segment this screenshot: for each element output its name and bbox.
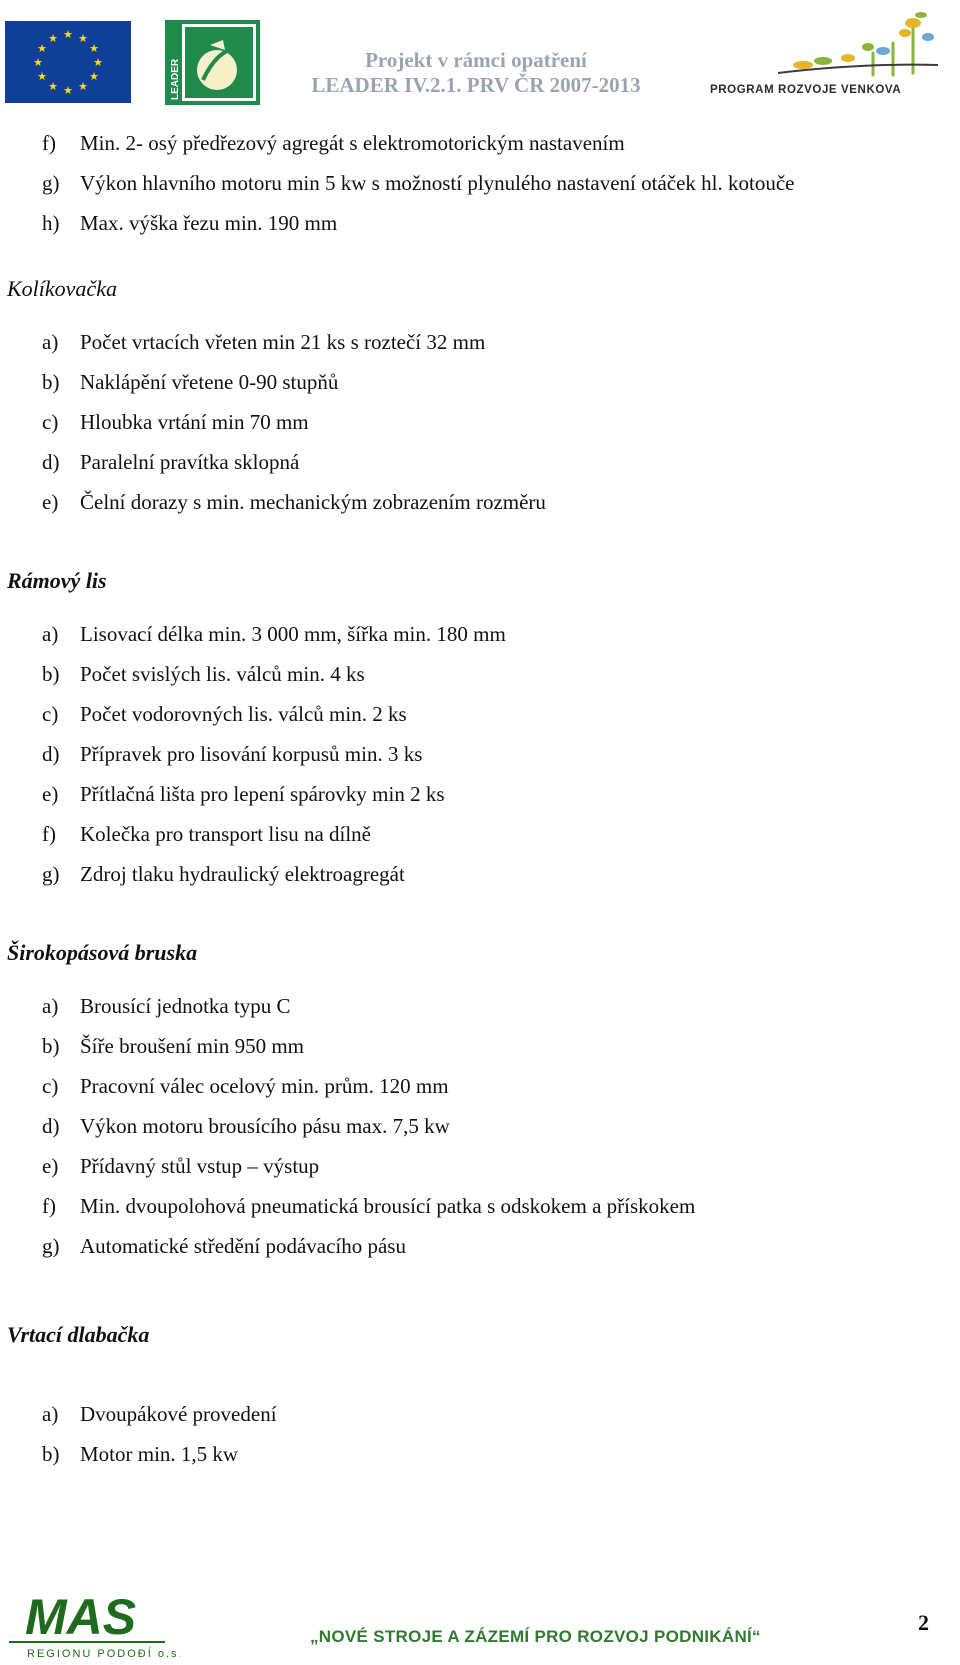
svg-text:★: ★	[78, 80, 88, 93]
list-item	[42, 1034, 304, 1058]
item-label: a)	[42, 1402, 59, 1426]
section-heading: Kolíkovačka	[7, 276, 117, 301]
item-label: f)	[42, 822, 56, 846]
item-label: b)	[42, 1034, 60, 1058]
item-text: Dvoupákové provedení	[80, 1402, 277, 1426]
item-label: f)	[42, 1194, 56, 1218]
item-text: Výkon hlavního motoru min 5 kw s možností plynulého nastavení otáček hl. kotouče	[80, 171, 795, 195]
svg-text:★: ★	[33, 56, 43, 69]
list-item	[42, 622, 506, 646]
item-label: a)	[42, 622, 59, 646]
item-text: Naklápění vřetene 0-90 stupňů	[80, 370, 339, 394]
prv-sprouts-icon	[683, 3, 957, 113]
item-text: Výkon motoru brousícího pásu max. 7,5 kw	[80, 1114, 450, 1138]
item-text: Min. 2- osý předřezový agregát s elektromotorickým nastavením	[80, 131, 625, 155]
list-item	[42, 410, 309, 434]
item-label: c)	[42, 702, 59, 726]
svg-text:★: ★	[63, 28, 73, 41]
item-text: Brousící jednotka typu C	[80, 994, 291, 1018]
svg-text:★: ★	[63, 84, 73, 97]
item-text: Pracovní válec ocelový min. prům. 120 mm	[80, 1074, 449, 1098]
project-title	[296, 48, 656, 98]
svg-text:★: ★	[78, 32, 88, 45]
item-text: Čelní dorazy s min. mechanickým zobrazením rozměru	[80, 490, 546, 514]
item-text: Paralelní pravítka sklopná	[80, 450, 300, 474]
item-label: b)	[42, 370, 60, 394]
list-item	[42, 994, 291, 1018]
item-label: c)	[42, 1074, 59, 1098]
list-item	[42, 1402, 277, 1426]
mas-sub-text: REGIONU PODOĐÍ o.s.	[27, 1648, 180, 1660]
project-line-1: Projekt v rámci opatření	[365, 48, 587, 72]
item-label: g)	[42, 171, 60, 195]
list-item	[42, 822, 371, 846]
list-item	[42, 131, 625, 155]
svg-text:★: ★	[89, 70, 99, 83]
item-text: Lisovací délka min. 3 000 mm, šířka min. 180 mm	[80, 622, 506, 646]
item-text: Kolečka pro transport lisu na dílně	[80, 822, 372, 846]
svg-text:★: ★	[89, 42, 99, 55]
leader-logo-text: LEADER	[170, 58, 181, 100]
item-text: Přídavný stůl vstup – výstup	[80, 1154, 320, 1178]
item-label: e)	[42, 1154, 59, 1178]
item-label: g)	[42, 862, 60, 886]
mas-logo-text: MAS	[25, 1589, 137, 1645]
item-text: Automatické středění podávacího pásu	[80, 1234, 406, 1258]
item-label: b)	[42, 662, 60, 686]
list-item	[42, 330, 485, 354]
svg-text:★: ★	[37, 70, 47, 83]
svg-text:★: ★	[48, 32, 58, 45]
svg-text:★: ★	[37, 42, 47, 55]
page-number: 2	[918, 1610, 929, 1635]
item-label: d)	[42, 742, 60, 766]
item-text: Motor min. 1,5 kw	[80, 1442, 239, 1466]
list-item	[42, 450, 299, 474]
section-heading: Širokopásová bruska	[7, 940, 198, 965]
list-item	[42, 211, 337, 235]
item-label: e)	[42, 782, 59, 806]
list-item	[42, 742, 422, 766]
item-label: a)	[42, 330, 59, 354]
item-label: a)	[42, 994, 59, 1018]
item-label: f)	[42, 131, 56, 155]
list-item	[42, 370, 338, 394]
item-text: Zdroj tlaku hydraulický elektroagregát	[80, 862, 405, 886]
eu-flag-logo	[5, 21, 131, 103]
item-text: Hloubka vrtání min 70 mm	[80, 410, 309, 434]
list-item	[42, 1442, 238, 1466]
prv-logo	[683, 3, 957, 113]
item-label: b)	[42, 1442, 60, 1466]
item-text: Přítlačná lišta pro lepení spárovky min 2 ks	[80, 782, 445, 806]
section-heading: Rámový lis	[7, 568, 107, 593]
item-label: h)	[42, 211, 60, 235]
item-text: Počet vrtacích vřeten min 21 ks s roztečí 32 mm	[80, 330, 486, 354]
project-line-2: LEADER IV.2.1. PRV ČR 2007-2013	[311, 73, 641, 97]
list-item	[42, 1114, 450, 1138]
list-item	[42, 1234, 406, 1258]
eu-stars-icon	[5, 21, 131, 103]
item-text: Max. výška řezu min. 190 mm	[80, 211, 338, 235]
list-item	[42, 662, 365, 686]
list-item	[42, 490, 546, 514]
item-text: Min. dvoupolohová pneumatická brousící patka s odskokem a přískokem	[80, 1194, 696, 1218]
prv-logo-text: PROGRAM ROZVOJE VENKOVA	[710, 84, 902, 96]
item-text: Přípravek pro lisování korpusů min. 3 ks	[80, 742, 423, 766]
list-item	[42, 1074, 449, 1098]
list-item	[42, 862, 405, 886]
item-text: Šíře broušení min 950 mm	[80, 1034, 304, 1058]
list-item	[42, 782, 445, 806]
item-label: e)	[42, 490, 59, 514]
list-item	[42, 1154, 319, 1178]
list-item	[42, 702, 407, 726]
mas-logo	[5, 1588, 180, 1660]
item-text: Počet vodorovných lis. válců min. 2 ks	[80, 702, 407, 726]
leader-logo	[165, 20, 260, 105]
list-item	[42, 1194, 695, 1218]
svg-text:★: ★	[48, 80, 58, 93]
item-label: c)	[42, 410, 59, 434]
list-item	[42, 171, 794, 195]
section-heading: Vrtací dlabačka	[7, 1322, 150, 1347]
footer-slogan: „NOVÉ STROJE A ZÁZEMÍ PRO ROZVOJ PODNIKÁNÍ“	[310, 1627, 761, 1646]
svg-text:★: ★	[93, 56, 103, 69]
item-text: Počet svislých lis. válců min. 4 ks	[80, 662, 365, 686]
item-label: d)	[42, 450, 60, 474]
item-label: g)	[42, 1234, 60, 1258]
item-label: d)	[42, 1114, 60, 1138]
